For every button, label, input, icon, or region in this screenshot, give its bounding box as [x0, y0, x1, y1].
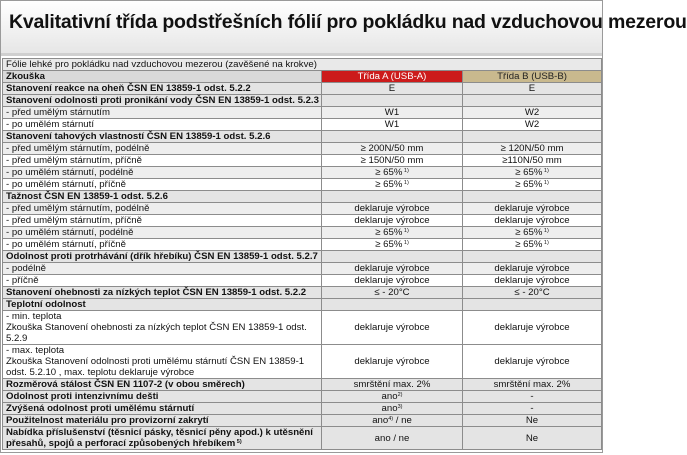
table-row	[3, 215, 602, 227]
class-b-value: W2	[463, 107, 602, 119]
class-a-value: ≥ 200N/50 mm	[322, 143, 463, 155]
class-a-value: ≤ - 20°C	[322, 287, 463, 299]
class-a-value: ano$^{4)}$ / ne	[322, 415, 463, 427]
class-a-value: deklaruje výrobce	[322, 275, 463, 287]
class-a-value: deklaruje výrobce	[322, 263, 463, 275]
table-row	[3, 391, 602, 403]
row-label: Stanovení tahových vlastností ČSN EN 13859-1 odst. 5.2.6	[3, 131, 322, 143]
class-b-value	[463, 191, 602, 203]
table-row	[3, 345, 602, 379]
class-a-value: deklaruje výrobce	[322, 345, 463, 379]
table-row	[3, 251, 602, 263]
row-label: Stanovení odolnosti proti pronikání vody ČSN EN 13859-1 odst. 5.2.3	[3, 95, 322, 107]
class-a-value: ano$^{3)}$	[322, 403, 463, 415]
class-a-value	[322, 95, 463, 107]
footnote-mark: 3)	[397, 404, 403, 410]
row-label-line: 5.2.9	[6, 333, 28, 344]
row-label: - před umělým stárnutím, podélně	[3, 143, 322, 155]
class-b-value: deklaruje výrobce	[463, 345, 602, 379]
footnote-mark: 1)	[402, 240, 409, 246]
footnote-mark: 1)	[542, 228, 549, 234]
footnote-mark: 1)	[402, 180, 409, 186]
table-row	[3, 263, 602, 275]
title-bar	[1, 1, 687, 54]
class-a-value: ano / ne	[322, 427, 463, 450]
row-label: - po umělém stárnutí, příčně	[3, 239, 322, 251]
row-label: Tažnost ČSN EN 13859-1 odst. 5.2.6	[3, 191, 322, 203]
table-row	[3, 227, 602, 239]
class-b-value: Ne	[463, 427, 602, 450]
class-b-value: deklaruje výrobce	[463, 203, 602, 215]
table-row	[3, 119, 602, 131]
class-a-value: ano$^{2)}$	[322, 391, 463, 403]
footnote-mark: 1)	[402, 168, 409, 174]
class-b-value: ≤ - 20°C	[463, 287, 602, 299]
class-a-value	[322, 131, 463, 143]
footnote-mark: 4)	[388, 416, 394, 422]
header-class-a: Třída A (USB-A)	[322, 71, 463, 83]
table-row	[3, 415, 602, 427]
table-row	[3, 275, 602, 287]
table-row	[3, 143, 602, 155]
class-a-value: ≥ 65% $^{1)}$	[322, 167, 463, 179]
class-b-value: ≥ 65% $^{1)}$	[463, 179, 602, 191]
row-label: Stanovení reakce na oheň ČSN EN 13859-1 odst. 5.2.2	[3, 83, 322, 95]
class-b-value: deklaruje výrobce	[463, 215, 602, 227]
row-label-line: Nabídka příslušenství (těsnicí pásky, těsnicí pěny apod.) k utěsnění	[6, 427, 313, 438]
class-b-value: -	[463, 403, 602, 415]
class-a-value	[322, 251, 463, 263]
class-a-value: deklaruje výrobce	[322, 203, 463, 215]
class-b-value: E	[463, 83, 602, 95]
header-class-b: Třída B (USB-B)	[463, 71, 602, 83]
table-row	[3, 203, 602, 215]
table-row	[3, 427, 602, 450]
spec-table	[2, 58, 602, 450]
divider	[1, 53, 602, 56]
class-b-value: -	[463, 391, 602, 403]
class-a-value: E	[322, 83, 463, 95]
class-b-value	[463, 131, 602, 143]
row-label	[3, 427, 322, 450]
header-label: Zkouška	[3, 71, 322, 83]
row-label: - před umělým stárnutím, příčně	[3, 215, 322, 227]
class-b-value: ≥110N/50 mm	[463, 155, 602, 167]
class-b-value: ≥ 65% $^{1)}$	[463, 167, 602, 179]
class-a-value: deklaruje výrobce	[322, 215, 463, 227]
footnote-mark: 1)	[402, 228, 409, 234]
class-b-value: Ne	[463, 415, 602, 427]
row-label: Použitelnost materiálu pro provizorní zakrytí	[3, 415, 322, 427]
class-a-value: ≥ 65% $^{1)}$	[322, 239, 463, 251]
class-b-value	[463, 299, 602, 311]
class-a-value	[322, 191, 463, 203]
row-label	[3, 311, 322, 345]
class-a-value: smrštění max. 2%	[322, 379, 463, 391]
row-label: - podélně	[3, 263, 322, 275]
footnote-mark: 1)	[542, 180, 549, 186]
row-label: Odolnost proti protrhávání (dřík hřebíku) ČSN EN 13859-1 odst. 5.2.7	[3, 251, 322, 263]
page-title: Kvalitativní třída podstřešních fólií pro pokládku nad vzduchovou mezerou	[9, 11, 687, 33]
class-b-value: deklaruje výrobce	[463, 311, 602, 345]
class-b-value	[463, 251, 602, 263]
row-label: - příčně	[3, 275, 322, 287]
class-a-value: ≥ 65% $^{1)}$	[322, 227, 463, 239]
row-label: Stanovení ohebnosti za nízkých teplot ČSN EN 13859-1 odst. 5.2.2	[3, 287, 322, 299]
table-row	[3, 379, 602, 391]
class-b-value: deklaruje výrobce	[463, 275, 602, 287]
table-row	[3, 107, 602, 119]
footnote-mark: 2)	[397, 392, 403, 398]
footnote-mark: 1)	[542, 168, 549, 174]
table-row	[3, 191, 602, 203]
table-row	[3, 83, 602, 95]
class-a-value: ≥ 65% $^{1)}$	[322, 179, 463, 191]
row-label: - po umělém stárnutí	[3, 119, 322, 131]
class-a-value: deklaruje výrobce	[322, 311, 463, 345]
table-header-row	[3, 71, 602, 83]
row-label	[3, 345, 322, 379]
class-b-value: smrštění max. 2%	[463, 379, 602, 391]
spec-table-wrapper	[2, 58, 601, 450]
class-b-value: ≥ 120N/50 mm	[463, 143, 602, 155]
table-row	[3, 167, 602, 179]
row-label-line: - min. teplota	[6, 311, 62, 322]
class-b-value: ≥ 65% $^{1)}$	[463, 239, 602, 251]
row-label: Teplotní odolnost	[3, 299, 322, 311]
row-label: - po umělém stárnutí, příčně	[3, 179, 322, 191]
row-label-line: Zkouška Stanovení ohebnosti za nízkých teplot ČSN EN 13859-1 odst.	[6, 322, 307, 333]
row-label: - po umělém stárnutí, podélně	[3, 227, 322, 239]
row-label-line: odst. 5.2.10 , max. teplotu deklaruje výrobce	[6, 367, 195, 378]
table-row	[3, 155, 602, 167]
table-row	[3, 287, 602, 299]
table-row	[3, 179, 602, 191]
row-label: - před umělým stárnutím, podélně	[3, 203, 322, 215]
row-label: Zvýšená odolnost proti umělému stárnutí	[3, 403, 322, 415]
class-a-value	[322, 299, 463, 311]
row-label: Odolnost proti intenzivnímu dešti	[3, 391, 322, 403]
class-a-value: W1	[322, 119, 463, 131]
row-label: Rozměrová stálost ČSN EN 1107-2 (v obou směrech)	[3, 379, 322, 391]
table-row	[3, 403, 602, 415]
table-row	[3, 131, 602, 143]
class-b-value: deklaruje výrobce	[463, 263, 602, 275]
class-b-value: W2	[463, 119, 602, 131]
table-row	[3, 299, 602, 311]
row-label: - po umělém stárnutí, podélně	[3, 167, 322, 179]
row-label: - před umělým stárnutím, příčně	[3, 155, 322, 167]
footnote-mark: 1)	[542, 240, 549, 246]
class-b-value: ≥ 65% $^{1)}$	[463, 227, 602, 239]
row-label-line: Zkouška Stanovení odolnosti proti umělému stárnutí ČSN EN 13859-1	[6, 356, 305, 367]
footnote-mark: 5)	[235, 439, 242, 445]
table-row	[3, 239, 602, 251]
table-caption: Fólie lehké pro pokládku nad vzduchovou mezerou (zavěšené na krokve)	[3, 59, 602, 71]
class-a-value: W1	[322, 107, 463, 119]
row-label-line: přesahů, spojů a perforací způsobených hřebíkem $^{5)}$	[6, 438, 242, 449]
table-caption-row	[3, 59, 602, 71]
class-b-value	[463, 95, 602, 107]
table-row	[3, 95, 602, 107]
class-a-value: ≥ 150N/50 mm	[322, 155, 463, 167]
row-label: - před umělým stárnutím	[3, 107, 322, 119]
table-row	[3, 311, 602, 345]
row-label-line: - max. teplota	[6, 345, 65, 356]
